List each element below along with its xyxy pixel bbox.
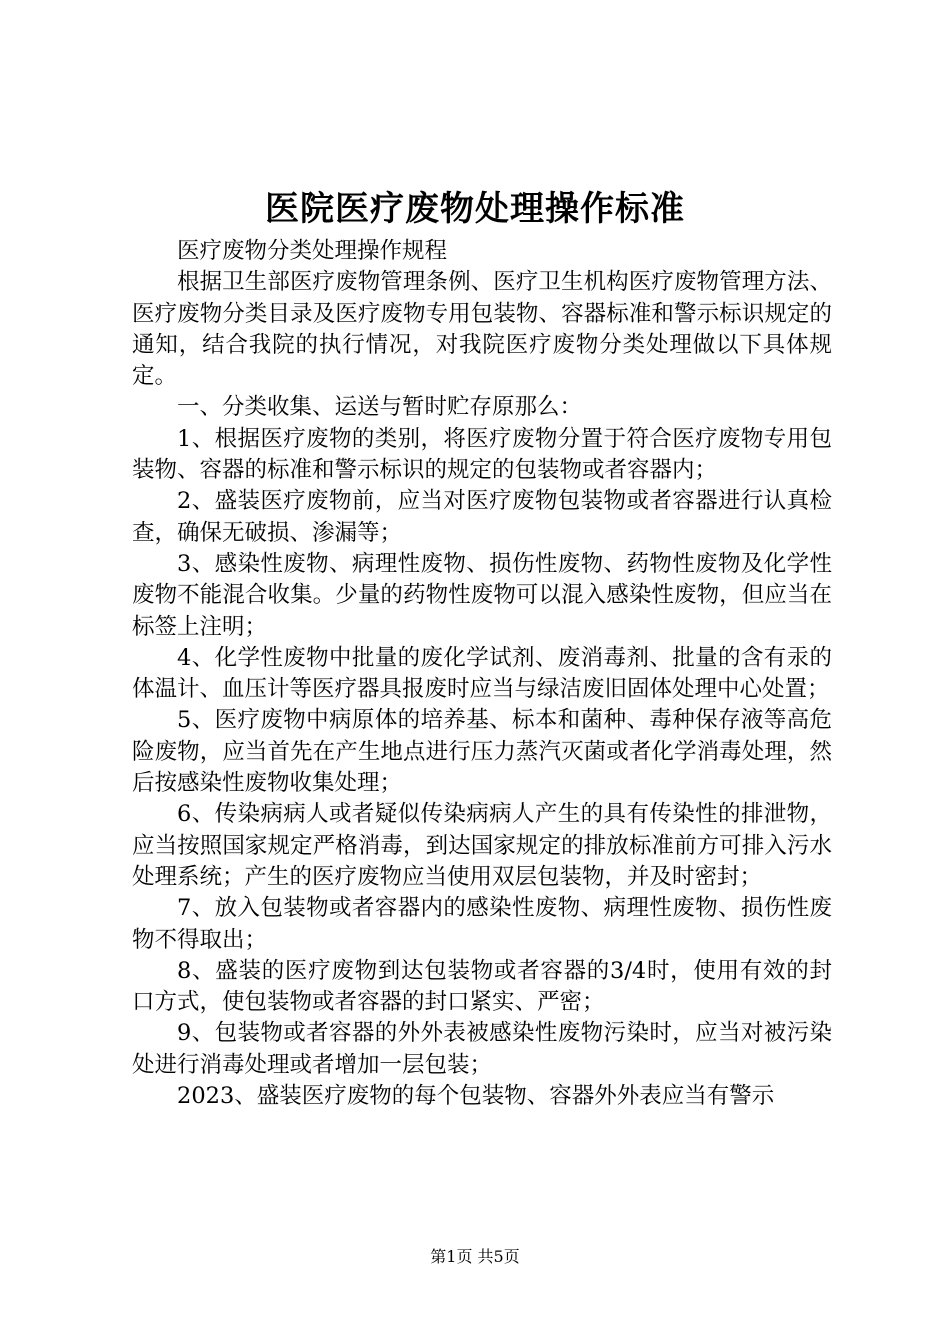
document-body — [132, 236, 832, 1112]
paragraph: 2023、盛装医疗废物的每个包装物、容器外外表应当有警示 — [177, 1083, 775, 1110]
paragraph: 1、根据医疗废物的类别，将医疗废物分置于符合医疗废物专用包装物、容器的标准和警示标识的规定的包装物或者容器内； — [132, 425, 832, 484]
paragraph: 一、分类收集、运送与暂时贮存原那么： — [177, 394, 583, 421]
paragraph: 8、盛装的医疗废物到达包装物或者容器的3/4时，使用有效的封口方式，使包装物或者容器的封口紧实、严密； — [132, 957, 832, 1016]
paragraph: 医疗废物分类处理操作规程 — [177, 238, 448, 264]
paragraph: 9、包装物或者容器的外外表被感染性废物污染时，应当对被污染处进行消毒处理或者增加一层包装； — [132, 1020, 832, 1078]
paragraph: 根据卫生部医疗废物管理条例、医疗卫生机构医疗废物管理方法、医疗废物分类目录及医疗废物专用包装物、容器标准和警示标识规定的通知，结合我院的执行情况，对我院医疗废物分类处理做以下具体规定。 — [132, 269, 832, 390]
paragraph: 3、感染性废物、病理性废物、损伤性废物、药物性废物及化学性废物不能混合收集。少量的药物性废物可以混入感染性废物，但应当在标签上注明； — [132, 550, 832, 640]
page-footer: 第1页 共5页 — [430, 1247, 520, 1266]
paragraph: 5、医疗废物中病原体的培养基、标本和菌种、毒种保存液等高危险废物，应当首先在产生地点进行压力蒸汽灭菌或者化学消毒处理，然后按感染性废物收集处理； — [132, 707, 832, 797]
paragraph: 2、盛装医疗废物前，应当对医疗废物包装物或者容器进行认真检查，确保无破损、渗漏等； — [132, 488, 832, 546]
paragraph: 6、传染病病人或者疑似传染病病人产生的具有传染性的排泄物，应当按照国家规定严格消毒，到达国家规定的排放标准前方可排入污水处理系统；产生的医疗废物应当使用双层包装物，并及时密封； — [132, 801, 832, 890]
paragraph: 7、放入包装物或者容器内的感染性废物、病理性废物、损伤性废物不得取出； — [132, 895, 832, 953]
paragraph: 4、化学性废物中批量的废化学试剂、废消毒剂、批量的含有汞的体温计、血压计等医疗器具报废时应当与绿洁废旧固体处理中心处置； — [132, 644, 832, 703]
document-title: 医院医疗废物处理操作标准 — [265, 189, 685, 229]
